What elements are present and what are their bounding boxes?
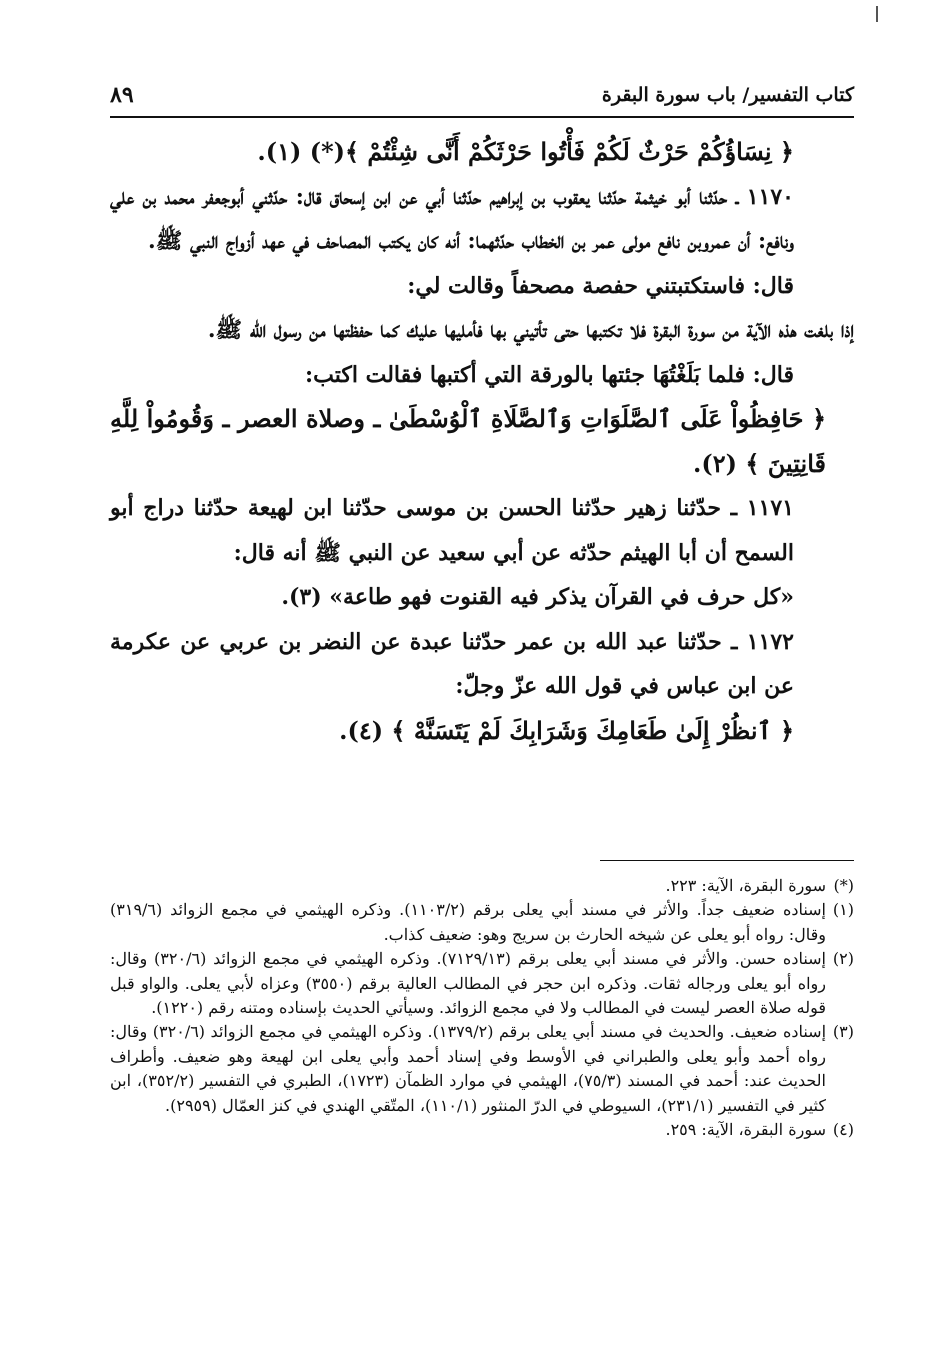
hadith-1170: ١١٧٠ ـ حدّثنا أبو خيثمة حدّثنا يعقوب بن إبراهيم حدّثنا أبي عن ابن إسحاق قال: حدّثني أبوجعفر محمد بن علي ونافع: أن عمروبن نافع مولى عمر بن الخطاب حدّثهما: أنه كان يكتب المصاحف في عهد أزواج النبي ﷺ.: [110, 183, 794, 254]
hadith-1171-quote: «كل حرف في القرآن يذكر فيه القنوت فهو طاعة» (٣).: [281, 584, 794, 610]
chapter-title: كتاب التفسير/ باب سورة البقرة: [601, 84, 854, 106]
footnote-text: سورة البقرة، الآية: ٢٢٣.: [665, 876, 826, 895]
hadith-1170-dictation: قال: فلما بَلَغْتُهَا جئتها بالورقة التي أكتبها فقالت اكتب:: [305, 361, 794, 388]
footnote-mark: (١): [832, 900, 854, 920]
footnotes: [110, 874, 854, 1142]
running-header: [110, 80, 854, 118]
quran-verse-2: ﴿ حَافِظُواْ عَلَى ٱلصَّلَوَاتِ وَٱلصَّلَاةِ ٱلْوُسْطَىٰ ـ وصلاة العصر ـ وَقُومُواْ لِلَّهِ قَانِتِينَ ﴾ (٢).: [110, 404, 827, 478]
footnote-2: [110, 947, 854, 1020]
footnote-text: إسناده حسن. والأثر في مسند أبي يعلى برقم (٧١٢٩/١٣). وذكره الهيثمي في مجمع الزوائد (٣٢٠/٦) وقال: رواه أبو يعلى ورجاله ثقات. وذكره ابن حجر في المطالب العالية برقم (٣٥٥٠) وعزاه لأبي يعلى. والواو قبل قوله صلاة العصر ليست في المطالب ولا في مجمع الزوائد. وسيأتي الحديث بإسناده ومتنه رقم (١٢٢٠).: [110, 949, 827, 1018]
main-text: [110, 130, 854, 753]
footnote-3: [110, 1020, 854, 1118]
quran-verse-3: ﴿ ٱنظُرْ إِلَىٰ طَعَامِكَ وَشَرَابِكَ لَمْ يَتَسَنَّهْ ﴾ (٤).: [339, 715, 794, 745]
scan-edge-mark: [876, 6, 878, 22]
footnote-mark: (٣): [832, 1022, 854, 1042]
footnote-text: إسناده ضعيف. والحديث في مسند أبي يعلى برقم (١٣٧٩/٢). وذكره الهيثمي في مجمع الزوائد (٣٢٠/٦) وقال: رواه أحمد وأبو يعلى والطبراني في الأوسط وفي إسناد أحمد وأبي يعلى ابن لهيعة وهو ضعيف. وأطراف الحديث عند: أحمد في المسند (٧٥/٣)، الهيثمي في موارد الظمآن (١٧٢٣)، الطبري في التفسير (٣٥٢/٢)، ابن كثير في التفسير (٢٣١/١)، السيوطي في الدرّ المنثور (١١٠/١)، المتّقي الهندي في كنز العمّال (٢٩٥٩).: [110, 1022, 827, 1115]
footnote-star: [110, 874, 854, 898]
hadith-1170-narration: قال: فاستكتبتني حفصة مصحفاً وقالت لي:: [407, 272, 794, 299]
footnote-mark: (*): [833, 876, 854, 895]
hadith-1170-instruction: إذا بلغت هذه الآية من سورة البقرة فلا تكتبها حتى تأتيني بها فأمليها عليك كما حفظتها من رسول الله ﷺ.: [207, 317, 854, 343]
header-rule: [110, 116, 854, 118]
footnote-text: سورة البقرة، الآية: ٢٥٩.: [665, 1120, 826, 1140]
hadith-1171: ١١٧١ ـ حدّثنا زهير حدّثنا الحسن بن موسى حدّثنا ابن لهيعة حدّثنا دراج أبو السمح أن أبا الهيثم حدّثه عن أبي سعيد عن النبي ﷺ أنه قال:: [110, 495, 794, 566]
hadith-1172: ١١٧٢ ـ حدّثنا عبد الله بن عمر حدّثنا عبدة عن النضر بن عربي عن عكرمة عن ابن عباس في قول الله عزّ وجلّ:: [110, 628, 794, 699]
footnote-mark: (٤): [832, 1120, 854, 1140]
page-number: ٨٩: [110, 82, 134, 108]
footnote-4: [110, 1118, 854, 1142]
quran-verse-1: ﴿ نِسَاؤُكُمْ حَرْثٌ لَكُمْ فَأْتُوا حَرْثَكُمْ أَنَّى شِئْتُمْ ﴾(*) (١).: [257, 137, 794, 166]
footnote-text: إسناده ضعيف جداً. والأثر في مسند أبي يعلى برقم (١١٠٣/٢). وذكره الهيثمي في مجمع الزوائد (٣١٩/٦) وقال: رواه أبو يعلى عن شيخه الحارث بن سريج وهو: ضعيف كذاب.: [110, 900, 827, 944]
footnote-1: [110, 898, 854, 947]
footnote-mark: (٢): [832, 949, 854, 969]
footnote-separator: [600, 860, 854, 861]
